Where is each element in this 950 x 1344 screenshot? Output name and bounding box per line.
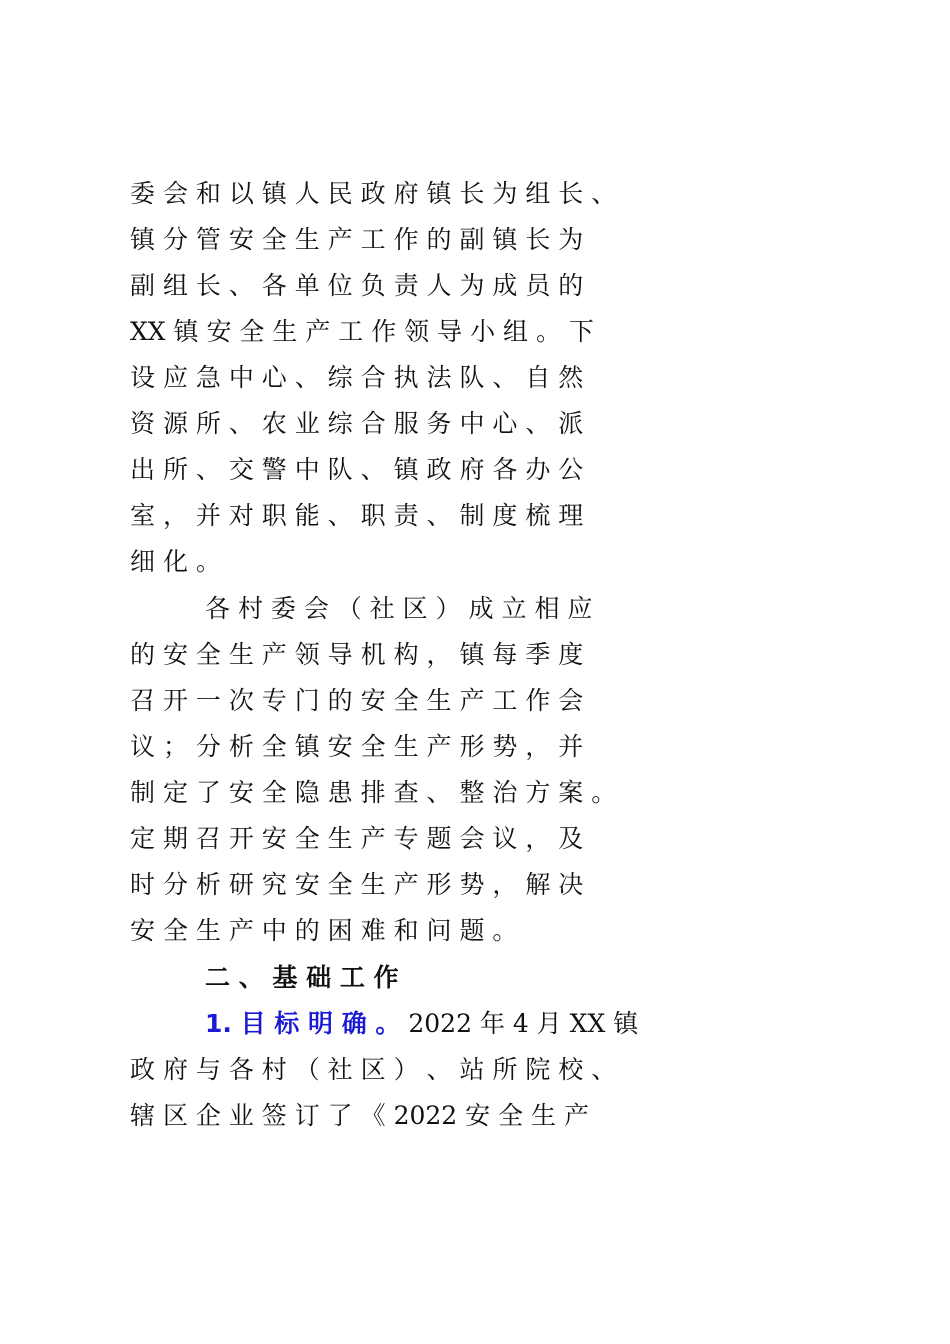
item1-label: 1. 目 标 明 确 。 [205, 1009, 401, 1038]
section-heading: 二 、 基 础 工 作 [205, 963, 399, 992]
paragraph1-line-4: XX 镇 安 全 生 产 工 作 领 导 小 组 。 下 [130, 317, 594, 346]
paragraph1-line-7: 出 所 、 交 警 中 队 、 镇 政 府 各 办 公 [130, 455, 584, 484]
paragraph2-line-7: 时 分 析 研 究 安 全 生 产 形 势 ， 解 决 [130, 870, 584, 899]
item1-first-line [205, 1004, 638, 1044]
paragraph1-line-5: 设 应 急 中 心 、 综 合 执 法 队 、 自 然 [130, 363, 584, 392]
paragraph1-line-9: 细 化 。 [130, 547, 221, 576]
paragraph1-line-8: 室 ， 并 对 职 能 、 职 责 、 制 度 梳 理 [130, 501, 584, 530]
paragraph2-line-2: 的 安 全 生 产 领 导 机 构 ， 镇 每 季 度 [130, 640, 584, 669]
item1-line-2: 政 府 与 各 村 （ 社 区 ） 、 站 所 院 校 、 [130, 1055, 617, 1084]
paragraph2-line-6: 定 期 召 开 安 全 生 产 专 题 会 议 ， 及 [130, 824, 584, 853]
paragraph1-line-2: 镇 分 管 安 全 生 产 工 作 的 副 镇 长 为 [130, 225, 584, 254]
paragraph2-line-8: 安 全 生 产 中 的 困 难 和 问 题 。 [130, 916, 518, 945]
paragraph1-line-1: 委 会 和 以 镇 人 民 政 府 镇 长 为 组 长 、 [130, 179, 617, 208]
paragraph2-line-3: 召 开 一 次 专 门 的 安 全 生 产 工 作 会 [130, 686, 584, 715]
paragraph1-line-6: 资 源 所 、 农 业 综 合 服 务 中 心 、 派 [130, 409, 584, 438]
paragraph1-line-3: 副 组 长 、 各 单 位 负 责 人 为 成 员 的 [130, 271, 584, 300]
item1-line-3: 辖 区 企 业 签 订 了 《 2022 安 全 生 产 [130, 1101, 589, 1130]
paragraph2-line-1: 各 村 委 会 （ 社 区 ） 成 立 相 应 [205, 594, 593, 623]
paragraph2-line-5: 制 定 了 安 全 隐 患 排 查 、 整 治 方 案 。 [130, 778, 617, 807]
paragraph2-line-4: 议 ； 分 析 全 镇 安 全 生 产 形 势 ， 并 [130, 732, 584, 761]
item1-text-first: 2022 年 4 月 XX 镇 [400, 1009, 639, 1038]
